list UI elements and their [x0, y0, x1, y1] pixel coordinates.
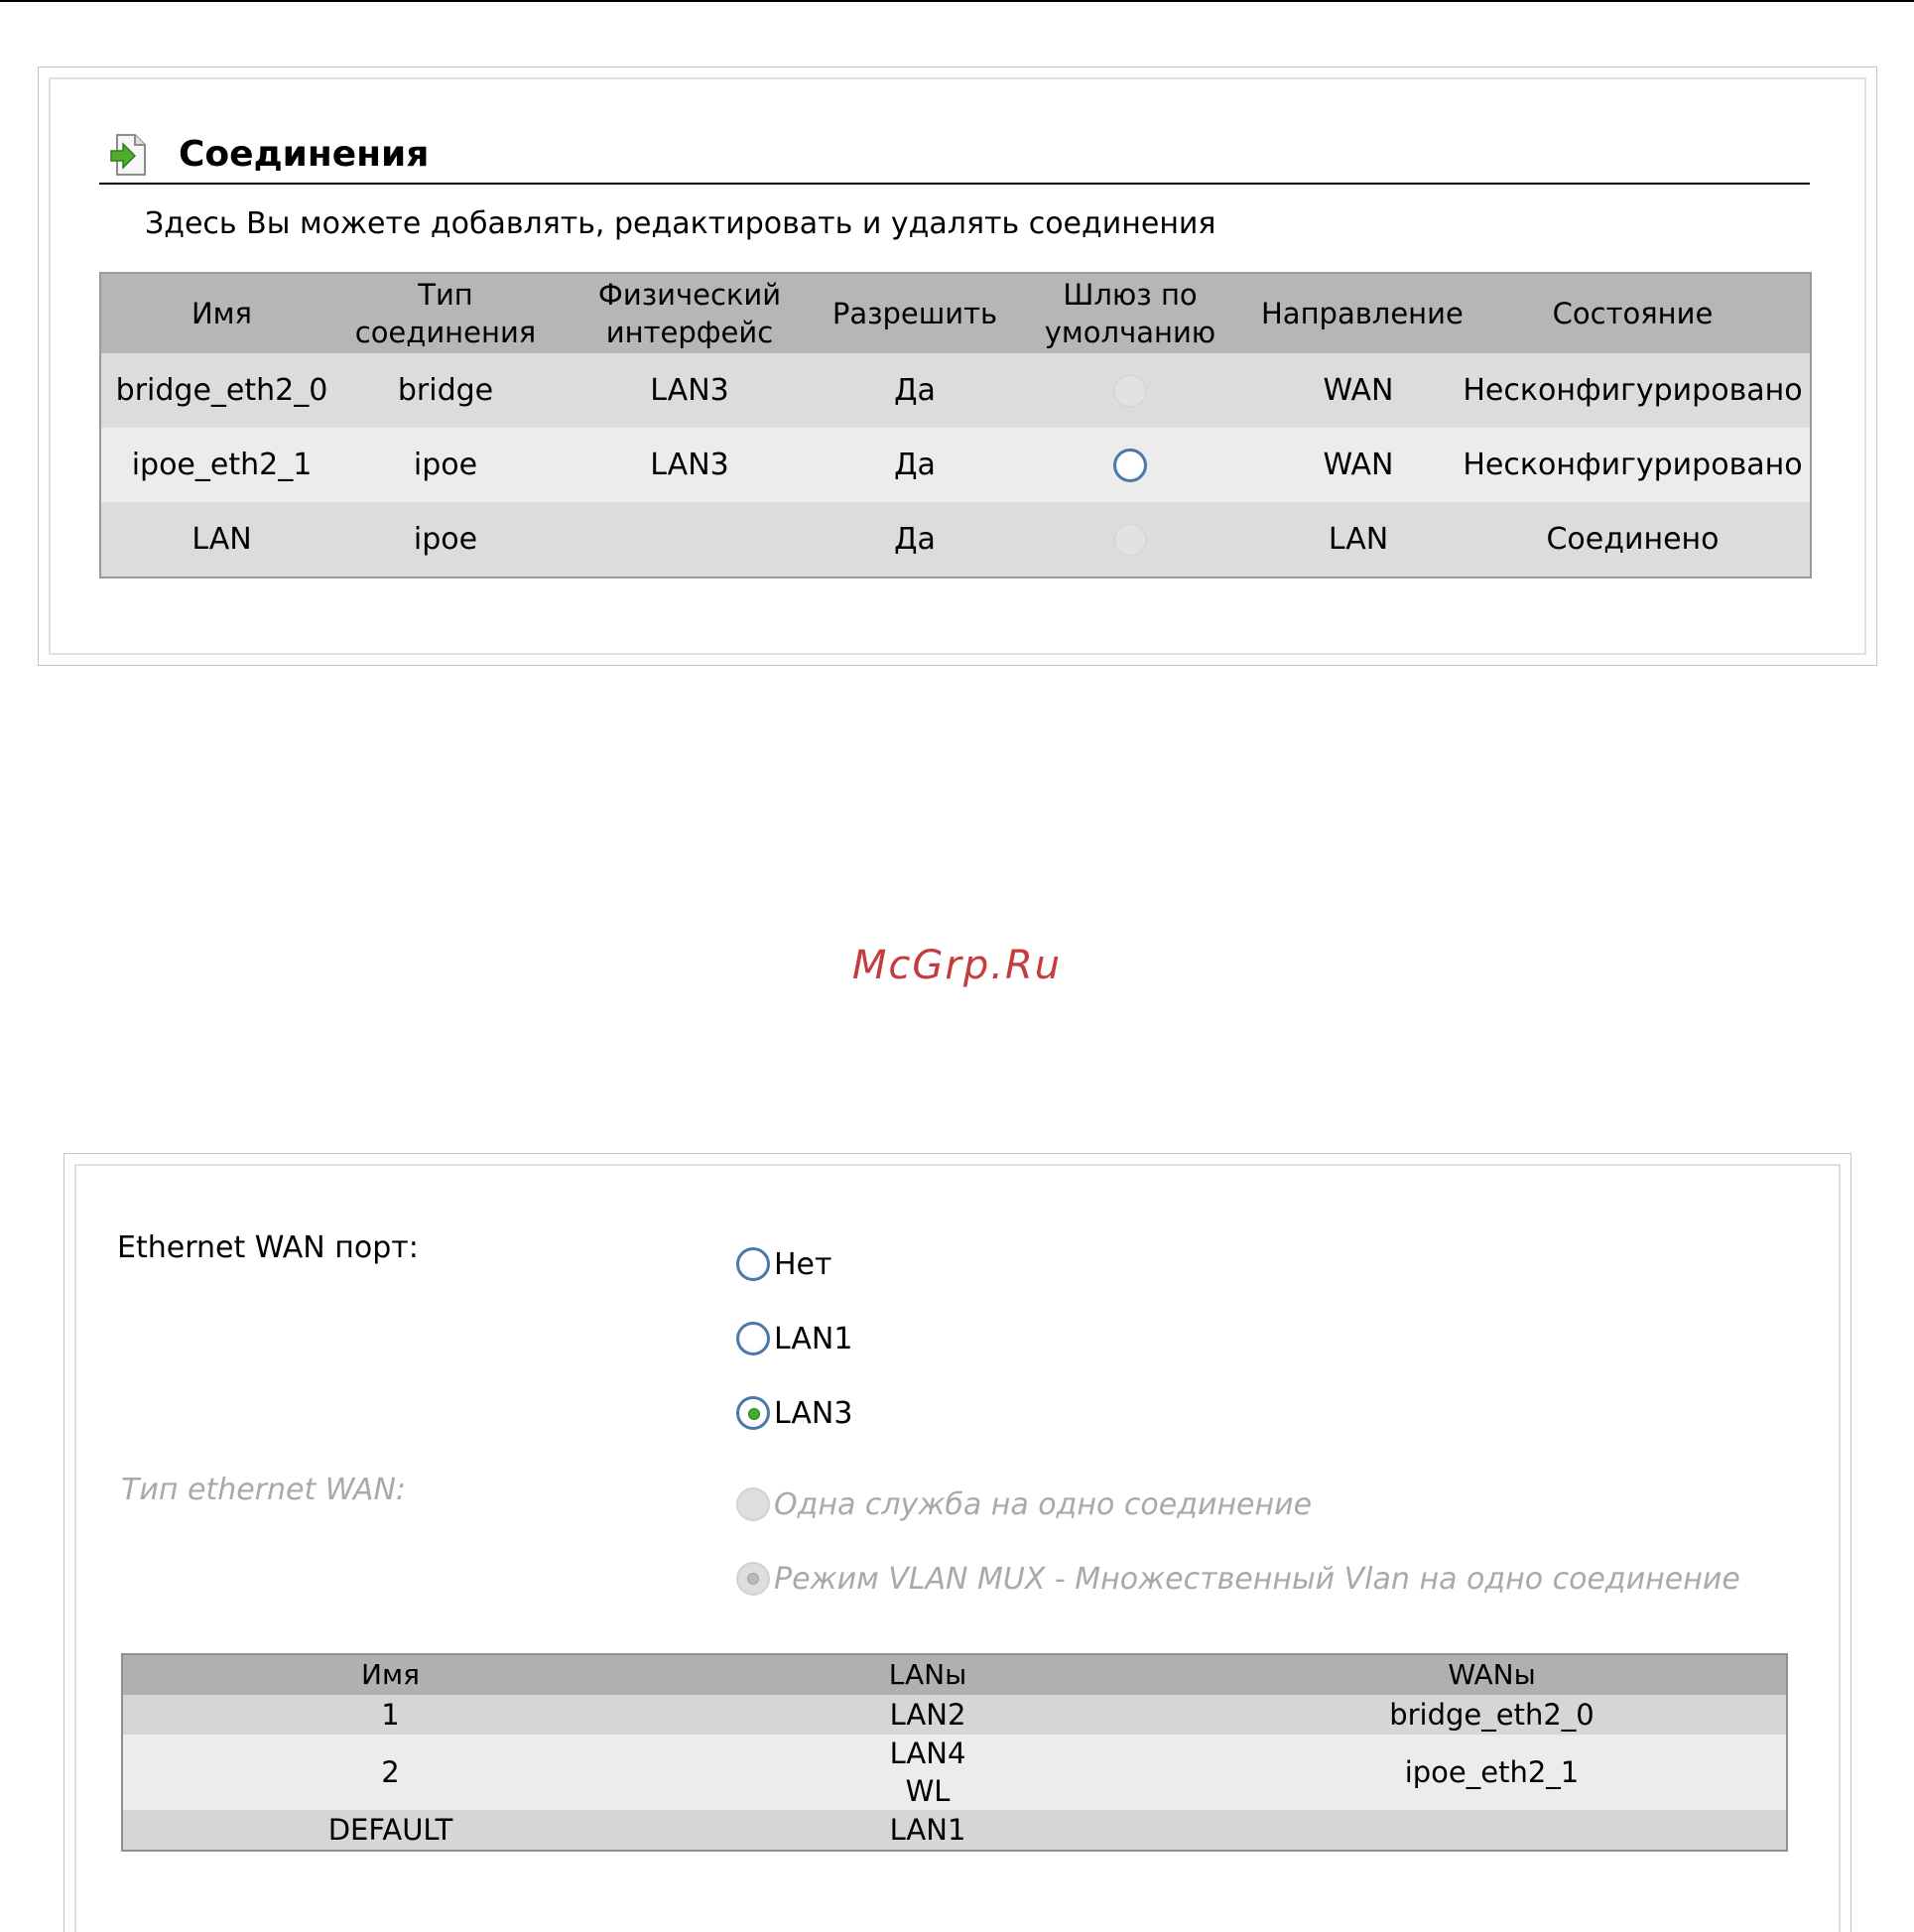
- wan-type-option-single-service: [736, 1482, 1312, 1526]
- cell-state: Соединено: [1456, 502, 1811, 578]
- document-arrow-icon: [109, 133, 147, 177]
- cell-allow: Да: [830, 353, 999, 428]
- column-header-allow: Разрешить: [830, 273, 999, 353]
- watermark: McGrp.Ru: [851, 943, 1063, 988]
- wan-type-radio-single-service: [736, 1487, 770, 1521]
- wan-port-option-lan1[interactable]: [736, 1317, 852, 1360]
- column-header-type: Тип соединения: [342, 273, 549, 353]
- connections-table: [99, 272, 1812, 579]
- column-header-name: Имя: [100, 273, 342, 353]
- cell-lans: LAN2: [658, 1695, 1198, 1735]
- table-header-row: [100, 273, 1811, 353]
- wan-port-option-lan3[interactable]: [736, 1391, 852, 1435]
- wan-port-radio-lan3[interactable]: [736, 1396, 770, 1430]
- wan-port-option-none[interactable]: [736, 1242, 832, 1286]
- table-row: [122, 1695, 1787, 1735]
- wan-type-option-label: Режим VLAN MUX - Множественный Vlan на одно соединение: [774, 1561, 1740, 1597]
- cell-direction: WAN: [1261, 353, 1456, 428]
- cell-allow: Да: [830, 428, 999, 502]
- wan-port-option-label: Нет: [774, 1246, 832, 1282]
- cell-wans: bridge_eth2_0: [1198, 1695, 1787, 1735]
- interface-groups-table: [121, 1653, 1788, 1852]
- wan-type-option-vlan-mux: [736, 1557, 1740, 1601]
- wan-port-radio-none[interactable]: [736, 1247, 770, 1281]
- cell-default-gateway: [999, 502, 1261, 578]
- default-gateway-radio: [1113, 374, 1147, 408]
- cell-default-gateway: [999, 428, 1261, 502]
- cell-allow: Да: [830, 502, 999, 578]
- cell-name[interactable]: LAN: [100, 502, 342, 578]
- cell-lans: LAN4 WL: [658, 1735, 1198, 1810]
- ethernet-wan-type-label: Тип ethernet WAN:: [121, 1473, 407, 1507]
- cell-type: ipoe: [342, 502, 549, 578]
- table-row: [122, 1810, 1787, 1851]
- default-gateway-radio[interactable]: [1113, 449, 1147, 482]
- cell-type: ipoe: [342, 428, 549, 502]
- ethernet-wan-port-label: Ethernet WAN порт:: [117, 1230, 419, 1265]
- cell-direction: LAN: [1261, 502, 1456, 578]
- cell-interface: LAN3: [549, 428, 830, 502]
- connections-header: [99, 129, 1810, 185]
- wan-type-radio-vlan-mux: [736, 1562, 770, 1596]
- cell-state: Несконфигурировано: [1456, 353, 1811, 428]
- cell-direction: WAN: [1261, 428, 1456, 502]
- cell-state: Несконфигурировано: [1456, 428, 1811, 502]
- cell-lans: LAN1: [658, 1810, 1198, 1851]
- cell-wans: [1198, 1810, 1787, 1851]
- cell-name: 1: [122, 1695, 658, 1735]
- wan-port-radio-lan1[interactable]: [736, 1322, 770, 1355]
- table-row: [122, 1735, 1787, 1810]
- table-row[interactable]: [100, 502, 1811, 578]
- table-row[interactable]: [100, 353, 1811, 428]
- wan-type-option-label: Одна служба на одно соединение: [774, 1486, 1313, 1522]
- cell-name[interactable]: bridge_eth2_0: [100, 353, 342, 428]
- column-header-default-gateway: Шлюз по умолчанию: [999, 273, 1261, 353]
- table-header-row: [122, 1654, 1787, 1695]
- column-header-name: Имя: [122, 1654, 658, 1695]
- wan-port-option-label: LAN1: [774, 1321, 853, 1356]
- top-divider: [0, 0, 1914, 2]
- cell-wans: ipoe_eth2_1: [1198, 1735, 1787, 1810]
- default-gateway-radio: [1113, 523, 1147, 557]
- cell-name: 2: [122, 1735, 658, 1810]
- cell-type: bridge: [342, 353, 549, 428]
- cell-name: DEFAULT: [122, 1810, 658, 1851]
- column-header-state: Состояние: [1456, 273, 1811, 353]
- cell-name[interactable]: ipoe_eth2_1: [100, 428, 342, 502]
- wan-port-option-label: LAN3: [774, 1395, 853, 1431]
- table-row[interactable]: [100, 428, 1811, 502]
- page-title: Соединения: [179, 134, 430, 175]
- connections-description: Здесь Вы можете добавлять, редактировать и удалять соединения: [145, 206, 1216, 241]
- cell-interface: [549, 502, 830, 578]
- cell-default-gateway: [999, 353, 1261, 428]
- column-header-lans: LANы: [658, 1654, 1198, 1695]
- column-header-wans: WANы: [1198, 1654, 1787, 1695]
- cell-interface: LAN3: [549, 353, 830, 428]
- column-header-interface: Физический интерфейс: [549, 273, 830, 353]
- column-header-direction: Направление: [1261, 273, 1456, 353]
